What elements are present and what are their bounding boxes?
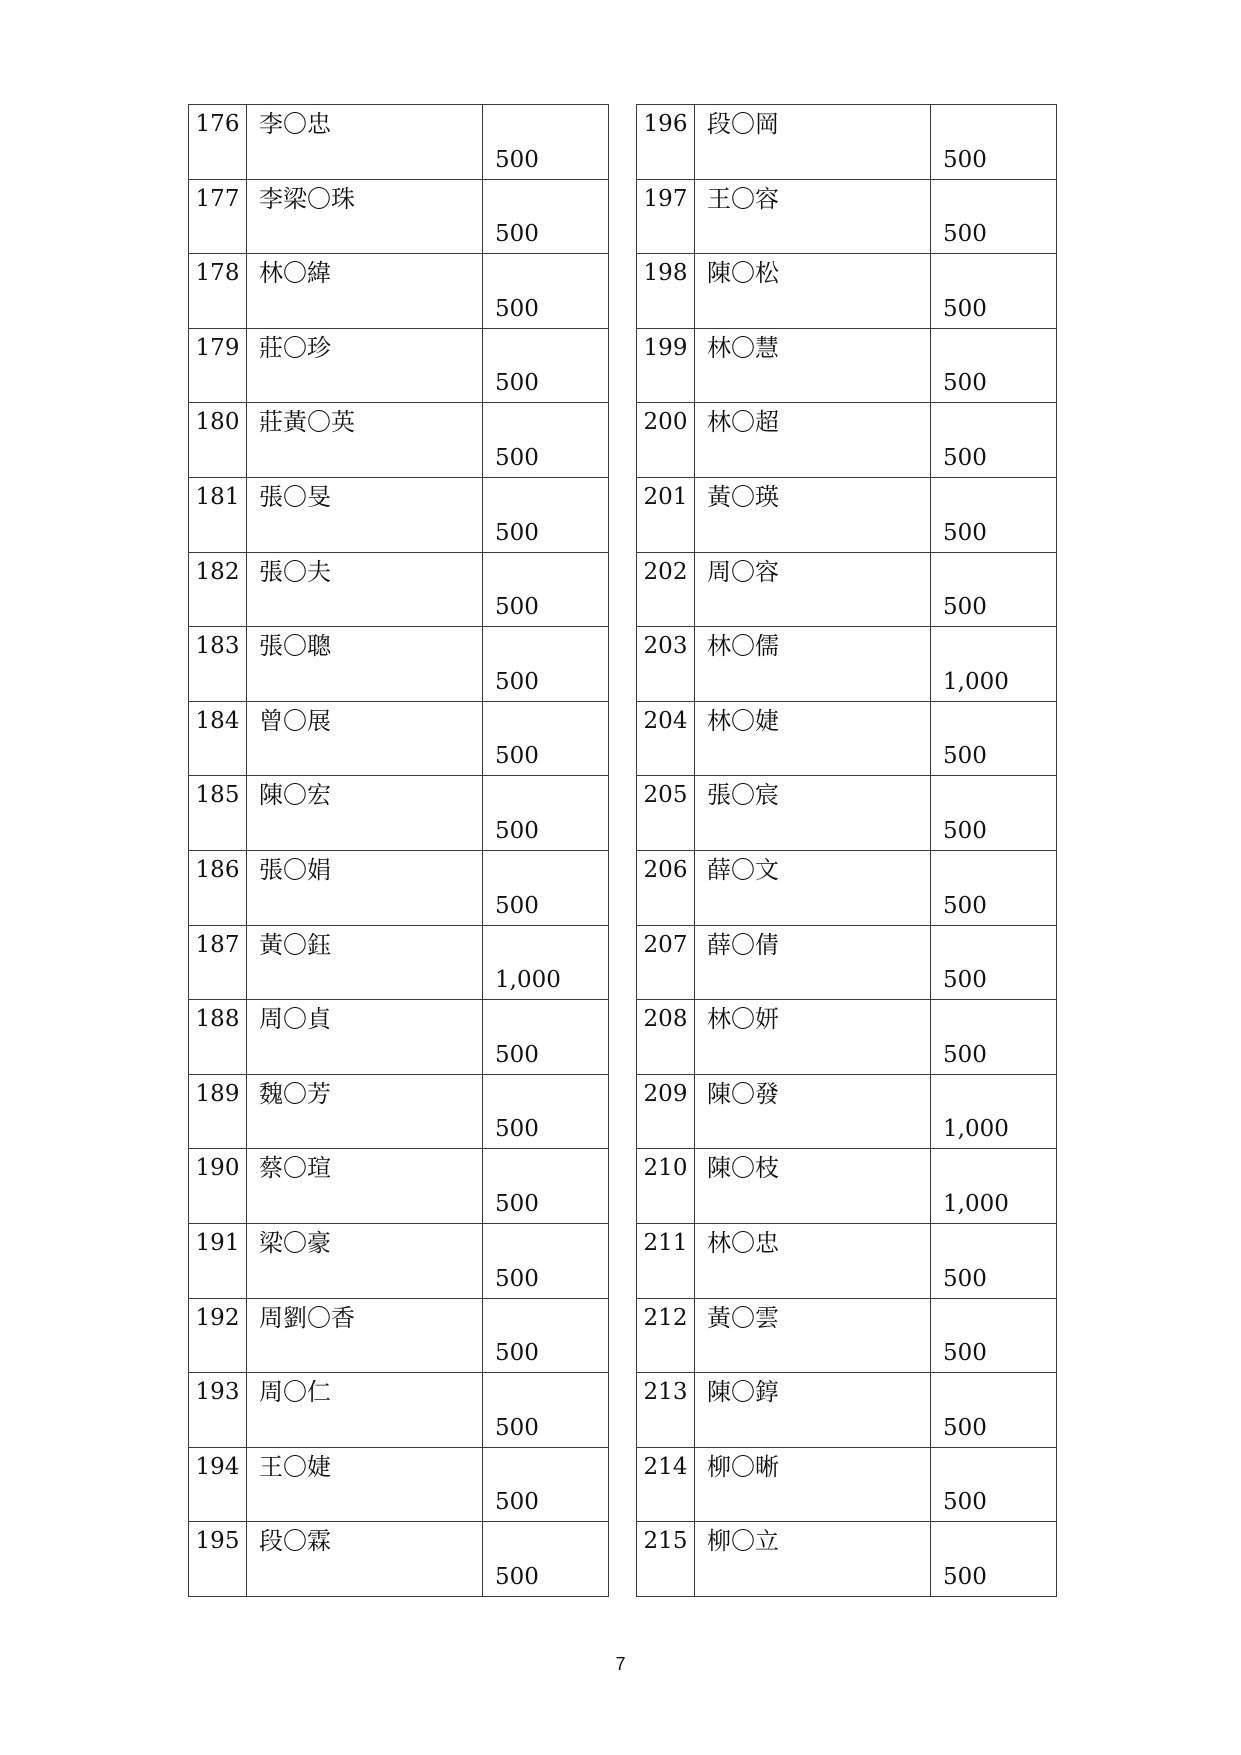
donor-name: 張〇夫 xyxy=(259,557,331,586)
row-number-cell xyxy=(189,925,247,1000)
donor-name-cell xyxy=(695,552,931,627)
donation-amount-cell xyxy=(483,105,609,180)
donation-amount-cell xyxy=(931,1447,1057,1522)
row-number: 197 xyxy=(643,185,688,212)
row-number: 191 xyxy=(195,1229,240,1256)
table-row xyxy=(189,105,609,180)
donor-name: 梁〇豪 xyxy=(259,1228,331,1257)
row-number-cell xyxy=(637,1074,695,1149)
donor-name: 周劉〇香 xyxy=(259,1303,355,1332)
donation-amount: 500 xyxy=(943,594,987,621)
row-number-cell xyxy=(637,179,695,254)
donor-name-cell xyxy=(247,1522,483,1597)
donation-amount-cell xyxy=(483,627,609,702)
donation-amount-cell xyxy=(483,1223,609,1298)
row-number: 188 xyxy=(195,1006,240,1033)
donation-amount: 500 xyxy=(495,1340,539,1367)
row-number-cell xyxy=(637,701,695,776)
donation-amount-cell xyxy=(483,1373,609,1448)
donation-amount: 500 xyxy=(495,594,539,621)
donor-name: 莊〇珍 xyxy=(259,333,331,362)
donor-name: 黃〇雲 xyxy=(707,1303,779,1332)
donation-amount-cell xyxy=(483,552,609,627)
table-row xyxy=(189,403,609,478)
donation-amount-cell xyxy=(931,403,1057,478)
row-number-cell xyxy=(637,627,695,702)
donor-name-cell xyxy=(695,328,931,403)
donor-name-cell xyxy=(695,477,931,552)
donor-name-cell xyxy=(247,1373,483,1448)
row-number-cell xyxy=(189,179,247,254)
row-number-cell xyxy=(189,1149,247,1224)
donor-name-cell xyxy=(247,627,483,702)
donor-name-cell xyxy=(695,925,931,1000)
table-row xyxy=(637,403,1057,478)
donor-name: 李〇忠 xyxy=(259,110,331,138)
donation-amount-cell xyxy=(483,179,609,254)
donation-amount-cell xyxy=(483,1149,609,1224)
donor-name-cell xyxy=(695,850,931,925)
table-row xyxy=(637,552,1057,627)
row-number-cell xyxy=(637,1373,695,1448)
donation-amount: 500 xyxy=(495,668,539,695)
row-number: 183 xyxy=(195,633,240,660)
donor-name: 魏〇芳 xyxy=(259,1079,331,1108)
row-number: 203 xyxy=(643,633,688,660)
donation-amount: 500 xyxy=(495,1414,539,1441)
row-number: 193 xyxy=(195,1379,240,1406)
table-row xyxy=(189,776,609,851)
donor-name-cell xyxy=(695,179,931,254)
row-number-cell xyxy=(637,1298,695,1373)
donation-amount: 500 xyxy=(495,519,539,546)
row-number-cell xyxy=(637,552,695,627)
donation-amount-cell xyxy=(931,1522,1057,1597)
table-row xyxy=(189,328,609,403)
row-number: 202 xyxy=(643,558,688,585)
donor-name-cell xyxy=(247,1000,483,1075)
donor-name: 曾〇展 xyxy=(259,706,331,735)
row-number: 210 xyxy=(643,1155,688,1182)
donation-amount: 500 xyxy=(495,1265,539,1292)
donation-amount-cell xyxy=(483,1522,609,1597)
row-number-cell xyxy=(189,254,247,329)
donor-name-cell xyxy=(247,254,483,329)
row-number-cell xyxy=(637,1000,695,1075)
row-number-cell xyxy=(189,1223,247,1298)
table-row xyxy=(189,925,609,1000)
donor-name: 陳〇松 xyxy=(707,259,779,288)
donor-name-cell xyxy=(247,701,483,776)
row-number: 190 xyxy=(195,1155,240,1182)
table-row xyxy=(637,1149,1057,1224)
row-number-cell xyxy=(189,552,247,627)
donor-name-cell xyxy=(247,477,483,552)
donor-name-cell xyxy=(695,1074,931,1149)
table-row xyxy=(637,254,1057,329)
row-number-cell xyxy=(189,1074,247,1149)
row-number-cell xyxy=(637,254,695,329)
donation-amount-cell xyxy=(483,1447,609,1522)
row-number: 208 xyxy=(643,1006,688,1033)
donation-amount: 500 xyxy=(495,743,539,770)
donation-amount: 500 xyxy=(495,1489,539,1516)
donation-amount-cell xyxy=(931,254,1057,329)
donor-name: 周〇貞 xyxy=(259,1005,331,1034)
donation-amount: 1,000 xyxy=(495,967,561,994)
donation-amount-cell xyxy=(931,328,1057,403)
row-number-cell xyxy=(189,403,247,478)
row-number: 186 xyxy=(195,856,240,883)
row-number-cell xyxy=(637,477,695,552)
row-number: 213 xyxy=(643,1379,688,1406)
table-row xyxy=(189,1298,609,1373)
donation-amount: 500 xyxy=(943,1489,987,1516)
page-number: 7 xyxy=(615,1654,626,1674)
row-number-cell xyxy=(637,328,695,403)
donation-amount: 1,000 xyxy=(943,1116,1009,1143)
table-row xyxy=(637,179,1057,254)
donor-name-cell xyxy=(695,1522,931,1597)
table-row xyxy=(189,552,609,627)
donor-name: 周〇仁 xyxy=(259,1378,331,1407)
row-number: 207 xyxy=(643,931,688,958)
donor-name: 薛〇倩 xyxy=(707,930,779,959)
row-number: 196 xyxy=(643,111,688,137)
donor-name: 王〇婕 xyxy=(259,1452,331,1481)
row-number: 211 xyxy=(643,1229,688,1256)
donor-name-cell xyxy=(247,179,483,254)
donor-table-right-body xyxy=(637,105,1057,1597)
donor-name-cell xyxy=(695,1298,931,1373)
donor-name: 林〇婕 xyxy=(707,706,779,735)
table-row xyxy=(637,1000,1057,1075)
donor-name-cell xyxy=(247,552,483,627)
row-number-cell xyxy=(189,776,247,851)
donor-name-cell xyxy=(247,105,483,180)
donation-amount: 500 xyxy=(943,444,987,471)
donor-name: 黃〇瑛 xyxy=(707,482,779,511)
table-row xyxy=(189,701,609,776)
donation-amount: 500 xyxy=(943,743,987,770)
donor-name: 陳〇枝 xyxy=(707,1154,779,1183)
donation-amount: 500 xyxy=(495,817,539,844)
row-number-cell xyxy=(189,1373,247,1448)
donor-name-cell xyxy=(695,627,931,702)
donor-name: 柳〇晰 xyxy=(707,1452,779,1481)
row-number: 177 xyxy=(195,185,240,212)
donation-amount-cell xyxy=(931,1373,1057,1448)
donation-amount: 500 xyxy=(495,146,539,173)
donation-amount: 500 xyxy=(943,892,987,919)
table-row xyxy=(637,1447,1057,1522)
donation-amount: 500 xyxy=(943,295,987,322)
row-number: 189 xyxy=(195,1080,240,1107)
donor-name: 黃〇鈺 xyxy=(259,930,331,959)
row-number: 215 xyxy=(643,1528,688,1555)
donation-amount: 500 xyxy=(943,1340,987,1367)
row-number: 198 xyxy=(643,260,688,287)
donation-amount: 500 xyxy=(495,892,539,919)
row-number-cell xyxy=(637,925,695,1000)
donation-amount-cell xyxy=(483,1000,609,1075)
donation-amount-cell xyxy=(483,850,609,925)
donation-amount-cell xyxy=(931,1074,1057,1149)
donor-name: 張〇宸 xyxy=(707,781,779,810)
donor-name-cell xyxy=(695,1000,931,1075)
donation-amount: 1,000 xyxy=(943,1190,1009,1217)
row-number-cell xyxy=(637,1522,695,1597)
donation-amount: 500 xyxy=(495,221,539,248)
donation-amount-cell xyxy=(483,925,609,1000)
donor-name: 薛〇文 xyxy=(707,855,779,884)
donation-amount-cell xyxy=(931,701,1057,776)
donor-name-cell xyxy=(695,403,931,478)
donation-amount-cell xyxy=(931,850,1057,925)
donation-amount: 500 xyxy=(943,519,987,546)
table-row xyxy=(189,1447,609,1522)
donation-amount: 500 xyxy=(943,1041,987,1068)
donor-name-cell xyxy=(247,1298,483,1373)
donor-name: 陳〇發 xyxy=(707,1079,779,1108)
donor-name: 張〇旻 xyxy=(259,482,331,511)
donation-amount-cell xyxy=(931,1298,1057,1373)
donation-amount: 500 xyxy=(943,221,987,248)
donor-name-cell xyxy=(695,1223,931,1298)
donation-amount-cell xyxy=(931,552,1057,627)
donation-amount: 500 xyxy=(495,370,539,397)
donation-amount-cell xyxy=(931,179,1057,254)
row-number: 178 xyxy=(195,260,240,287)
donation-amount-cell xyxy=(931,477,1057,552)
donor-name: 段〇岡 xyxy=(707,110,779,138)
row-number-cell xyxy=(637,105,695,180)
row-number: 212 xyxy=(643,1304,688,1331)
donation-amount: 500 xyxy=(943,817,987,844)
table-row xyxy=(637,1298,1057,1373)
row-number-cell xyxy=(189,105,247,180)
table-row xyxy=(637,776,1057,851)
donation-amount: 500 xyxy=(495,1563,539,1590)
donor-name-cell xyxy=(695,1373,931,1448)
row-number: 182 xyxy=(195,558,240,585)
table-row xyxy=(189,179,609,254)
donor-name: 陳〇錞 xyxy=(707,1378,779,1407)
table-row xyxy=(637,1522,1057,1597)
donation-amount: 500 xyxy=(943,1563,987,1590)
row-number: 194 xyxy=(195,1453,240,1480)
row-number-cell xyxy=(637,1447,695,1522)
row-number: 176 xyxy=(195,111,240,137)
donor-name: 莊黃〇英 xyxy=(259,408,355,437)
table-row xyxy=(189,1223,609,1298)
donation-amount: 500 xyxy=(495,295,539,322)
table-row xyxy=(189,850,609,925)
row-number-cell xyxy=(189,1522,247,1597)
donor-name: 林〇超 xyxy=(707,408,779,437)
donation-amount: 500 xyxy=(495,444,539,471)
row-number-cell xyxy=(637,850,695,925)
table-row xyxy=(637,925,1057,1000)
donor-name-cell xyxy=(695,1447,931,1522)
row-number: 206 xyxy=(643,856,688,883)
donor-name-cell xyxy=(247,328,483,403)
donor-name: 王〇容 xyxy=(707,184,779,213)
donation-amount-cell xyxy=(483,328,609,403)
donor-name: 張〇娟 xyxy=(259,855,331,884)
row-number-cell xyxy=(637,403,695,478)
donor-name-cell xyxy=(247,403,483,478)
donor-name-cell xyxy=(695,1149,931,1224)
row-number-cell xyxy=(189,627,247,702)
donor-name: 蔡〇瑄 xyxy=(259,1154,331,1183)
donation-amount-cell xyxy=(931,925,1057,1000)
donor-name-cell xyxy=(695,776,931,851)
table-row xyxy=(189,1373,609,1448)
row-number: 195 xyxy=(195,1528,240,1555)
row-number: 204 xyxy=(643,707,688,734)
row-number: 199 xyxy=(643,334,688,361)
donor-table-left-body xyxy=(189,105,609,1597)
table-row xyxy=(637,627,1057,702)
row-number: 184 xyxy=(195,707,240,734)
donation-amount-cell xyxy=(931,1223,1057,1298)
donation-amount: 500 xyxy=(943,370,987,397)
table-row xyxy=(637,477,1057,552)
donation-amount-cell xyxy=(483,403,609,478)
row-number-cell xyxy=(189,1298,247,1373)
table-row xyxy=(637,105,1057,180)
donation-amount: 500 xyxy=(943,1265,987,1292)
donation-amount-cell xyxy=(483,701,609,776)
row-number-cell xyxy=(189,701,247,776)
row-number: 181 xyxy=(195,483,240,510)
donor-name: 段〇霖 xyxy=(259,1527,331,1556)
donation-amount: 500 xyxy=(943,967,987,994)
donor-name-cell xyxy=(247,1223,483,1298)
row-number-cell xyxy=(637,776,695,851)
donation-amount-cell xyxy=(931,105,1057,180)
table-row xyxy=(189,477,609,552)
row-number: 187 xyxy=(195,931,240,958)
donor-name: 張〇聰 xyxy=(259,632,331,661)
donor-table-left xyxy=(188,104,609,1597)
donor-name: 陳〇宏 xyxy=(259,781,331,810)
row-number: 214 xyxy=(643,1453,688,1480)
table-row xyxy=(189,627,609,702)
donor-name: 林〇儒 xyxy=(707,632,779,661)
donor-name-cell xyxy=(247,850,483,925)
row-number: 180 xyxy=(195,409,240,436)
donation-amount-cell xyxy=(931,776,1057,851)
table-row xyxy=(637,328,1057,403)
row-number: 205 xyxy=(643,782,688,809)
donor-name-cell xyxy=(247,776,483,851)
table-row xyxy=(637,1223,1057,1298)
row-number-cell xyxy=(189,1447,247,1522)
row-number-cell xyxy=(189,1000,247,1075)
donor-table-right xyxy=(636,104,1057,1597)
row-number: 185 xyxy=(195,782,240,809)
donation-amount-cell xyxy=(931,1000,1057,1075)
row-number: 209 xyxy=(643,1080,688,1107)
donor-name-cell xyxy=(695,701,931,776)
row-number: 179 xyxy=(195,334,240,361)
donation-amount: 1,000 xyxy=(943,668,1009,695)
table-row xyxy=(189,1000,609,1075)
table-row xyxy=(637,1074,1057,1149)
donor-name: 林〇忠 xyxy=(707,1228,779,1257)
donor-name: 柳〇立 xyxy=(707,1527,779,1556)
donation-amount: 500 xyxy=(943,1414,987,1441)
row-number: 192 xyxy=(195,1304,240,1331)
donation-amount: 500 xyxy=(495,1041,539,1068)
table-row xyxy=(637,701,1057,776)
donor-name: 林〇妍 xyxy=(707,1005,779,1034)
donor-name: 周〇容 xyxy=(707,557,779,586)
donor-name: 林〇慧 xyxy=(707,333,779,362)
row-number: 201 xyxy=(643,483,688,510)
table-row xyxy=(189,1149,609,1224)
donor-name-cell xyxy=(247,1149,483,1224)
donation-amount-cell xyxy=(483,477,609,552)
row-number-cell xyxy=(189,477,247,552)
donation-amount-cell xyxy=(483,1074,609,1149)
table-row xyxy=(189,1522,609,1597)
table-row xyxy=(189,1074,609,1149)
row-number-cell xyxy=(189,328,247,403)
donor-name-cell xyxy=(247,1074,483,1149)
donation-amount-cell xyxy=(483,1298,609,1373)
donor-name-cell xyxy=(695,254,931,329)
row-number: 200 xyxy=(643,409,688,436)
donor-name-cell xyxy=(695,105,931,180)
donation-amount-cell xyxy=(931,1149,1057,1224)
row-number-cell xyxy=(637,1223,695,1298)
donation-amount: 500 xyxy=(495,1190,539,1217)
donor-name-cell xyxy=(247,1447,483,1522)
row-number-cell xyxy=(189,850,247,925)
donor-name: 李梁〇珠 xyxy=(259,184,355,213)
donation-amount-cell xyxy=(483,254,609,329)
table-row xyxy=(637,850,1057,925)
table-row xyxy=(189,254,609,329)
donation-amount-cell xyxy=(483,776,609,851)
donation-amount: 500 xyxy=(943,146,987,173)
row-number-cell xyxy=(637,1149,695,1224)
donation-amount-cell xyxy=(931,627,1057,702)
donation-amount: 500 xyxy=(495,1116,539,1143)
donor-name-cell xyxy=(247,925,483,1000)
donor-name: 林〇緯 xyxy=(259,259,331,288)
table-row xyxy=(637,1373,1057,1448)
